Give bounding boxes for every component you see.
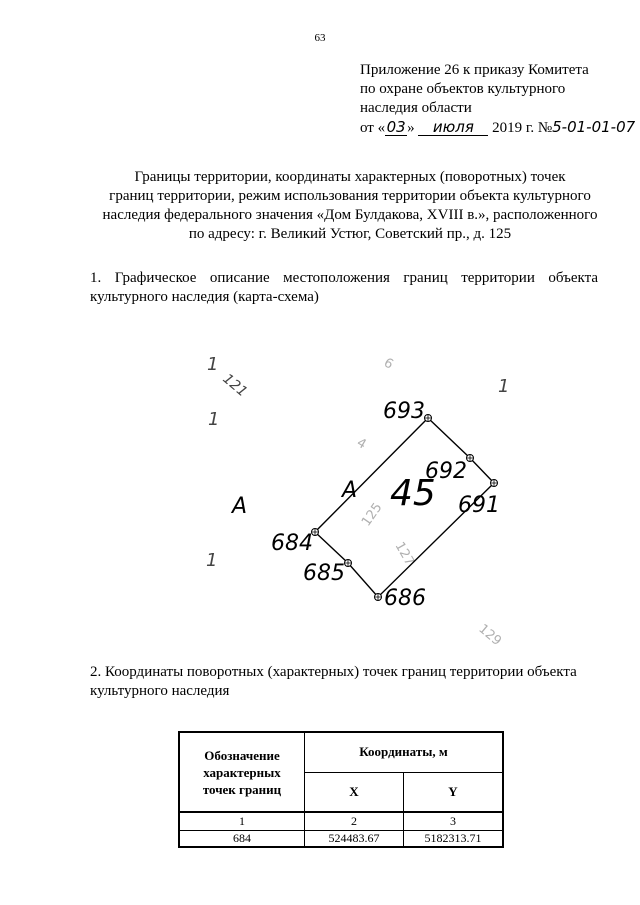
map-zone-labels [230, 478, 357, 519]
title-line-3: наследия федерального значения «Дом Булдакова, XVIII в.», расположенного [102, 207, 598, 223]
point-label-692: 692 [425, 459, 467, 484]
zone-label-a-left: А [232, 494, 248, 519]
point-label-693: 693 [383, 399, 425, 424]
street-label-1: 1 [207, 354, 219, 375]
appendix-year: 2019 г. № [492, 120, 553, 136]
point-label-686: 686 [384, 586, 426, 611]
section-2-line-1: 2. Координаты поворотных (характерных) точек границ территории объекта [90, 664, 577, 680]
zone-label-a: А [342, 478, 358, 503]
column-number-1: 1 [179, 812, 305, 830]
title-line-2: границ территории, режим использования территории объекта культурного [109, 188, 591, 204]
table-row [179, 830, 503, 847]
point-label-691: 691 [458, 493, 500, 518]
header-point-designation [179, 732, 305, 812]
section-1-line-2: культурного наследия (карта-схема) [90, 289, 319, 305]
appendix-line-2: по охране объектов культурного [360, 81, 566, 97]
appendix-line-1: Приложение 26 к приказу Комитета [360, 62, 589, 78]
header-designation-line-2: характерных [203, 764, 281, 780]
point-label-685: 685 [303, 561, 345, 586]
street-label-2: 1 [208, 409, 220, 430]
column-number-3: 3 [404, 812, 504, 830]
appendix-line-3: наследия области [360, 100, 472, 116]
section-1-line-1: 1. Графическое описание местоположения границ территории объекта [90, 270, 598, 286]
street-label-4: 1 [498, 376, 510, 397]
appendix-month: июля [418, 120, 488, 136]
title-line-1: Границы территории, координаты характерных (поворотных) точек [134, 169, 566, 185]
appendix-date-prefix: от « [360, 120, 386, 136]
header-designation-line-3: точек границ [202, 781, 282, 797]
header-x: X [305, 772, 404, 812]
coordinates-table [178, 731, 504, 848]
cell-point: 684 [179, 830, 305, 847]
section-2-line-2: культурного наследия [90, 683, 230, 699]
appendix-quote-close: » [407, 120, 415, 136]
faint-house-127: 127 [391, 539, 417, 569]
area-label: 45 [390, 473, 436, 514]
page-number: 63 [314, 32, 326, 44]
cell-y: 5182313.71 [404, 830, 504, 847]
header-coordinates: Координаты, м [305, 732, 504, 772]
column-number-2: 2 [305, 812, 404, 830]
appendix-order-number: 5-01-01-07 [552, 118, 636, 136]
header-y: Y [404, 772, 504, 812]
header-designation-line-1: Обозначение [204, 747, 280, 763]
street-label-121: 121 [219, 370, 251, 401]
street-label-3: 1 [206, 550, 218, 571]
faint-house-129: 129 [475, 621, 505, 650]
map-point-labels [271, 399, 500, 611]
cell-x: 524483.67 [305, 830, 404, 847]
appendix-day: 03 [386, 118, 406, 136]
faint-house-6: 6 [381, 355, 396, 373]
section-2-heading [90, 663, 598, 701]
faint-house-125: 125 [358, 500, 386, 530]
faint-house-4: 4 [354, 435, 369, 453]
title-line-4: по адресу: г. Великий Устюг, Советский пр., д. 125 [188, 226, 512, 242]
point-label-684: 684 [271, 531, 313, 556]
